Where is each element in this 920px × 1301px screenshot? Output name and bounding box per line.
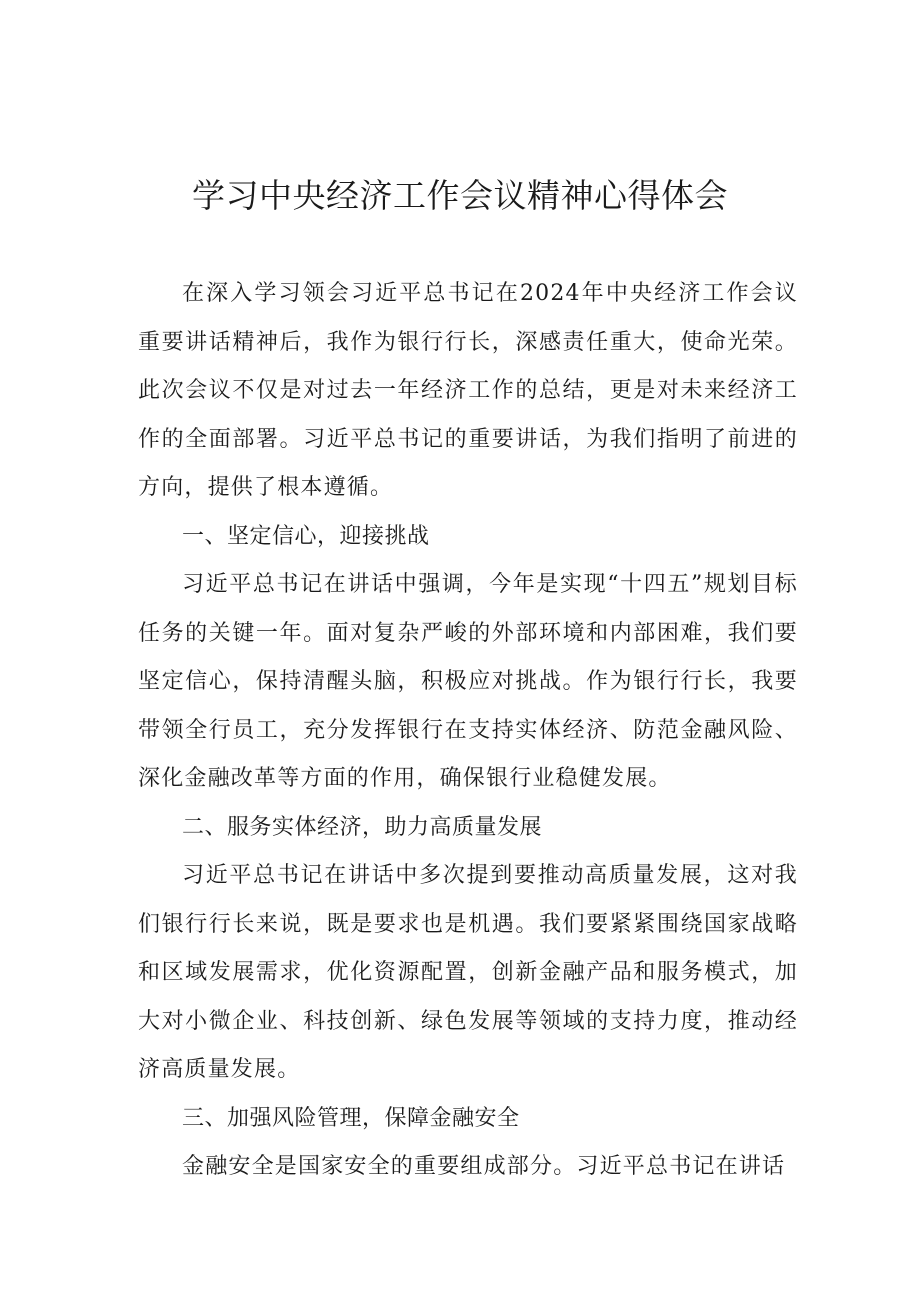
document-body [138,270,798,1192]
section-paragraph-3: 金融安全是国家安全的重要组成部分。习近平总书记在讲话 [182,1154,786,1179]
section-heading-3: 三、加强风险管理，保障金融安全 [182,1105,520,1131]
section-paragraph-1: 习近平总书记在讲话中强调，今年是实现“十四五”规划目标任务的关键一年。面对复杂严峻的外部环境和内部困难，我们要坚定信心，保持清醒头脑，积极应对挑战。作为银行行长，我要带领全行员工，充分发挥银行在支持实体经济、防范金融风险、深化金融改革等方面的作用，确保银行业稳健发展。 [138,572,798,791]
document-title: 学习中央经济工作会议精神心得体会 [192,176,728,215]
section-paragraph-2: 习近平总书记在讲话中多次提到要推动高质量发展，这对我们银行行长来说，既是要求也是机遇。我们要紧紧围绕国家战略和区域发展需求，优化资源配置，创新金融产品和服务模式，加大对小微企业、科技创新、绿色发展等领域的支持力度，推动经济高质量发展。 [138,863,798,1082]
section-heading-2: 二、服务实体经济，助力高质量发展 [182,814,543,840]
section-heading-1: 一、坚定信心，迎接挑战 [182,523,430,549]
intro-paragraph: 在深入学习领会习近平总书记在2024年中央经济工作会议重要讲话精神后，我作为银行行长，深感责任重大，使命光荣。此次会议不仅是对过去一年经济工作的总结，更是对未来经济工作的全面部署。习近平总书记的重要讲话，为我们指明了前进的方向，提供了根本遵循。 [138,281,798,500]
